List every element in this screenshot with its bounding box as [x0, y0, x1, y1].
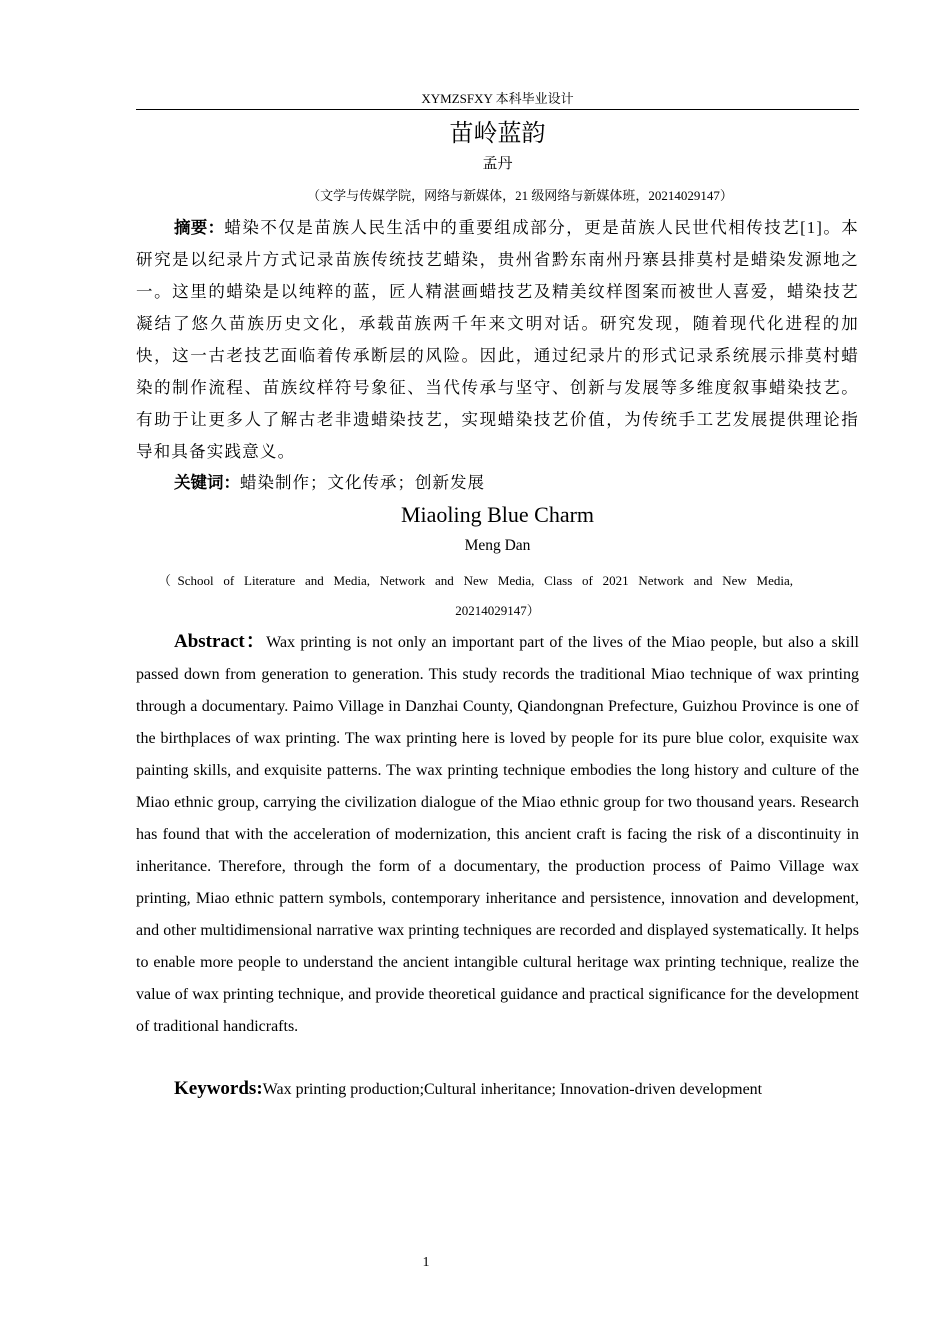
english-abstract-label: Abstract：: [174, 631, 267, 652]
english-affiliation-line1: （School of Literature and Media, Network and New Media, Class of 2021 Network and New Media,: [158, 573, 793, 588]
running-header: XYMZSFXY 本科毕业设计: [136, 90, 859, 110]
english-abstract-text: Wax printing is not only an important part of the lives of the Miao people, but also a skill passed down from generation to generation. This study records the traditional Miao technique of wax printing through a documentary. Paimo Village in Danzhai County, Qiandongnan Prefecture, Guizhou Province is one of the birthplaces of wax printing. The wax printing here is loved by people for its pure blue color, exquisite wax painting skills, and exquisite patterns. The wax printing technique embodies the long history and culture of the Miao ethnic group, carrying the civilization dialogue of the Miao ethnic group for two thousand years. Research has found that with the acceleration of modernization, this ancient craft is facing the risk of a discontinuity in inheritance. Therefore, through the form of a documentary, the production process of Paimo Village wax printing, Miao ethnic pattern symbols, contemporary inheritance and persistence, innovation and development, and other multidimensional narrative wax printing techniques are recorded and displayed systematically. It helps to enable more people to understand the ancient intangible cultural heritage wax printing technique, realize the value of wax printing technique, and provide theoretical guidance and practical significance for the development of traditional handicrafts.: [136, 634, 859, 1035]
chinese-title: 苗岭蓝韵: [449, 119, 546, 147]
english-abstract: [136, 626, 859, 1043]
english-affiliation-line2: 20214029147）: [455, 603, 540, 618]
english-keywords: [136, 1073, 859, 1106]
english-affiliation: [136, 566, 859, 626]
english-title: Miaoling Blue Charm: [400, 502, 595, 527]
chinese-abstract-text: 蜡染不仅是苗族人民生活中的重要组成部分，更是苗族人民世代相传技艺[1]。本研究是以纪录片方式记录苗族传统技艺蜡染，贵州省黔东南州丹寨县排莫村是蜡染发源地之一。这里的蜡染是以纯粹的蓝，匠人精湛画蜡技艺及精美纹样图案而被世人喜爱，蜡染技艺凝结了悠久苗族历史文化，承载苗族两千年来文明对话。研究发现，随着现代化进程的加快，这一古老技艺面临着传承断层的风险。因此，通过纪录片的形式记录系统展示排莫村蜡染的制作流程、苗族纹样符号象征、当代传承与坚守、创新与发展等多维度叙事蜡染技艺。有助于让更多人了解古老非遗蜡染技艺，实现蜡染技艺价值，为传统手工艺发展提供理论指导和具备实践意义。: [136, 218, 860, 461]
chinese-keywords-label: 关键词：: [174, 473, 240, 492]
page-number: 1: [422, 1255, 430, 1270]
english-author: Meng Dan: [464, 537, 531, 554]
chinese-abstract: [136, 212, 859, 468]
chinese-affiliation: （文学与传媒学院，网络与新媒体，21 级网络与新媒体班，20214029147）: [307, 188, 733, 203]
english-keywords-text: Wax printing production;Cultural inheritance; Innovation-driven development: [262, 1081, 763, 1098]
chinese-keywords-text: 蜡染制作；文化传承；创新发展: [240, 473, 485, 492]
english-keywords-label: Keywords:: [174, 1078, 263, 1099]
chinese-author: 孟丹: [482, 156, 513, 172]
chinese-keywords: [136, 467, 859, 499]
chinese-abstract-label: 摘要：: [174, 218, 225, 237]
